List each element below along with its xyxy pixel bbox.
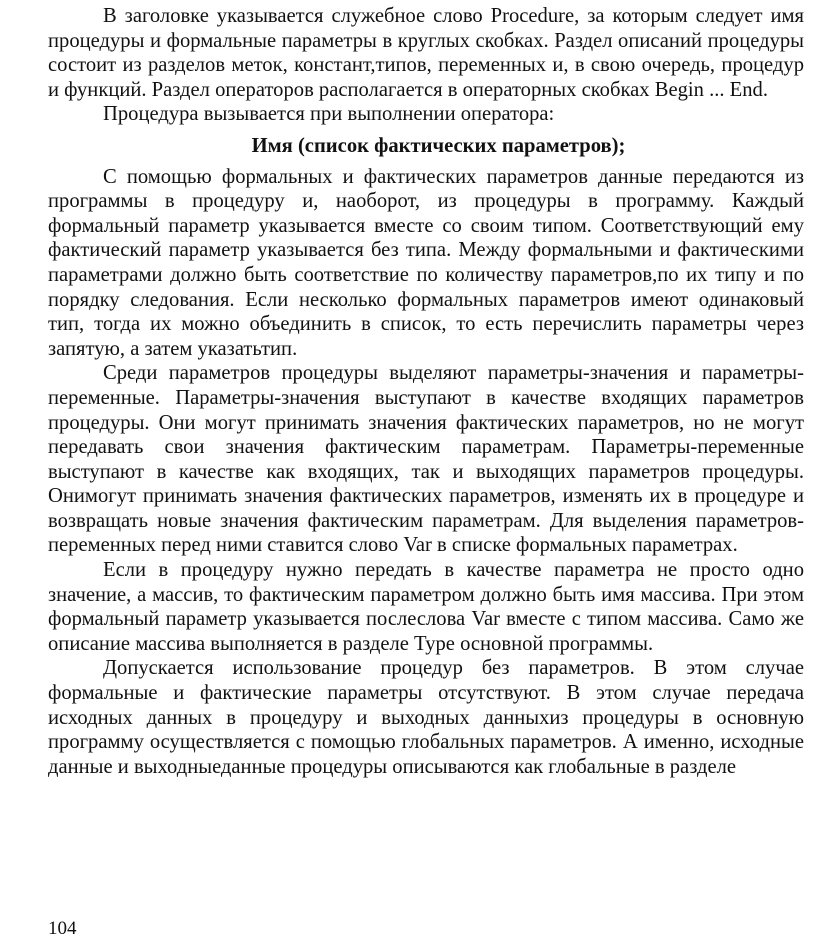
- paragraph-value-variable-params: Среди параметров процедуры выделяют параметры-значения и параметры-переменные. Параметры-значения выступают в качестве входящих параметров процедуры. Они могут принимать значения фактических параметров, но не могут передавать свои значения фактическим параметрам. Параметры-переменные выступают в качестве как входящих, так и выходящих параметров процедуры. Онимогут принимать значения фактических параметров, изменять их в процедуре и возвращать новые значения фактическим параметрам. Для выделения параметров-переменных перед ними ставится слово Var в списке формальных параметрах.: [48, 362, 804, 557]
- paragraph-no-params: Допускается использование процедур без параметров. В этом случае формальные и фактические параметры отсутствуют. В этом случае передача исходных данных в процедуру и выходных данныхиз процедуры в основную программу осуществляется с помощью глобальных параметров. А именно, исходные данные и выходныеданные процедуры описываются как глобальные в разделе: [48, 657, 804, 778]
- page-number: 104: [48, 918, 77, 939]
- paragraph-procedure-call: Процедура вызывается при выполнении оператора:: [103, 103, 555, 126]
- paragraph-procedure-header: В заголовке указывается служебное слово Procedure, за которым следует имя процедуры и формальные параметры в круглых скобках. Раздел описаний процедуры состоит из разделов меток, констант,типов, переменных и, в свою очередь, процедур и функций. Раздел операторов располагается в операторных скобках Begin ... End.: [48, 5, 804, 101]
- paragraph-formal-actual-params: С помощью формальных и фактических параметров данные передаются из программы в процедуру и, наоборот, из процедуры в программу. Каждый формальный параметр указывается вместе со своим типом. Соответствующий ему фактический параметр указывается без типа. Между формальными и фактическими параметрами должно быть соответствие по количеству параметров,по их типу и по порядку следования. Если несколько формальных параметров имеют одинаковый тип, тогда их можно объединить в список, то есть перечислить параметры через запятую, а затем указатьтип.: [48, 165, 804, 360]
- procedure-call-syntax: Имя (список фактических параметров);: [251, 134, 626, 157]
- paragraph-array-params: Если в процедуру нужно передать в качестве параметра не просто одно значение, а массив, то фактическим параметром должно быть имя массива. При этом формальный параметр указывается послеслова Var вместе с типом массива. Само же описание массива выполняется в разделе Type основной программы.: [48, 559, 804, 655]
- document-page: [48, 4, 804, 779]
